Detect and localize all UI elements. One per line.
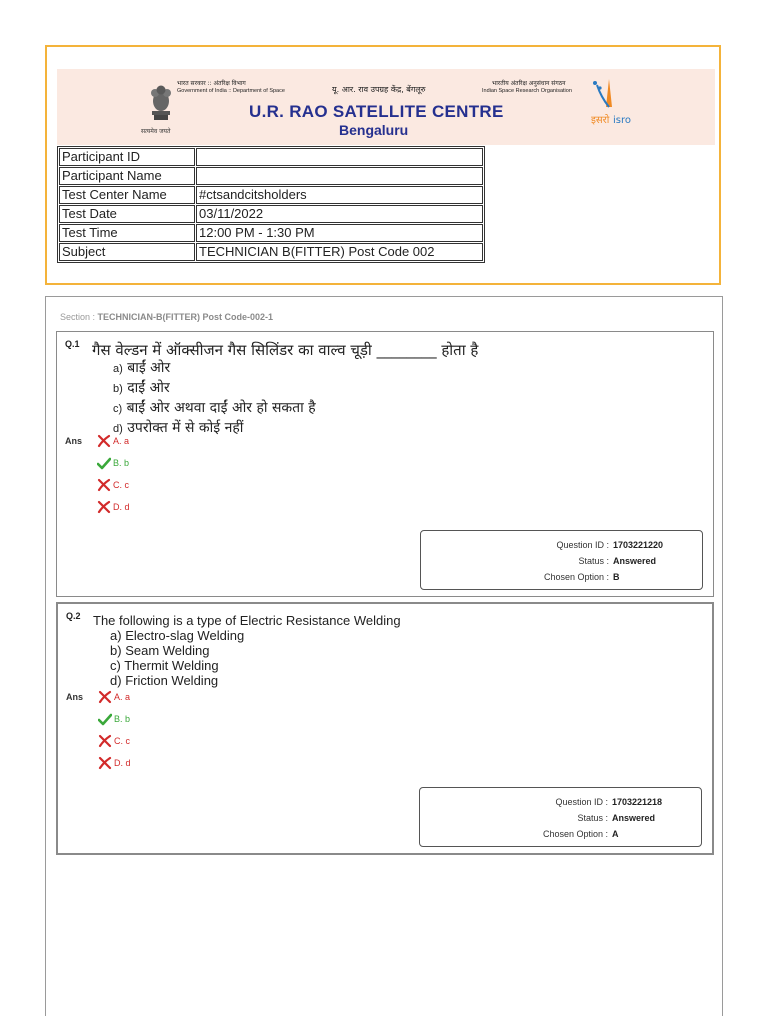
- answer-list: [97, 430, 130, 518]
- option-item: [110, 658, 244, 673]
- participant-row: [59, 167, 483, 185]
- chosen-option-value: B: [613, 572, 620, 582]
- question-info-box: [420, 530, 703, 590]
- participant-field-value: 03/11/2022: [196, 205, 483, 223]
- check-icon: [98, 712, 112, 726]
- participant-row: [59, 148, 483, 166]
- isro-logo-icon: [587, 77, 633, 127]
- option-letter: b): [113, 383, 123, 395]
- option-letter: c): [110, 658, 121, 673]
- question-text: The following is a type of Electric Resistance Welding: [93, 613, 401, 628]
- cross-icon: [97, 434, 111, 448]
- question-id-row: [420, 797, 663, 807]
- question-info-box: [419, 787, 702, 847]
- participant-field-label: Test Date: [59, 205, 195, 223]
- national-emblem-icon: [145, 81, 177, 123]
- answer-option-label: D. d: [114, 758, 131, 768]
- answer-option-label: C. c: [114, 736, 131, 746]
- cross-icon: [98, 756, 112, 770]
- answer-option-label: C. c: [113, 480, 130, 490]
- answer-option: [98, 686, 131, 708]
- cross-icon: [97, 478, 111, 492]
- centre-city: Bengaluru: [339, 122, 409, 138]
- participant-field-label: Subject: [59, 243, 195, 261]
- question-id-label: Question ID :: [555, 797, 608, 807]
- option-letter: d): [113, 423, 123, 435]
- answer-option: [97, 452, 130, 474]
- centre-hindi-text: यू. आर. राव उपग्रह केंद्र, बेंगलूरु: [332, 85, 426, 94]
- participant-field-value: 12:00 PM - 1:30 PM: [196, 224, 483, 242]
- answer-option-label: B. b: [114, 714, 131, 724]
- option-item: [113, 379, 316, 399]
- answer-option-label: D. d: [113, 502, 130, 512]
- participant-field-value: [196, 148, 483, 166]
- dept-hindi-text: भारत सरकार :: अंतरिक्ष विभाग: [177, 80, 246, 87]
- participant-row: [59, 243, 483, 261]
- option-letter: d): [110, 673, 122, 688]
- answer-option: [98, 730, 131, 752]
- answer-option-label: A. a: [113, 436, 130, 446]
- option-text: Thermit Welding: [124, 658, 219, 673]
- option-text: Seam Welding: [125, 643, 210, 658]
- option-text: दाईं ओर: [127, 380, 170, 396]
- check-icon: [97, 456, 111, 470]
- section-label: [60, 312, 273, 322]
- centre-title: U.R. RAO SATELLITE CENTRE: [249, 102, 504, 121]
- option-item: [113, 419, 316, 439]
- option-text: उपरोक्त में से कोई नहीं: [127, 420, 244, 436]
- section-prefix: Section :: [60, 312, 98, 322]
- participant-row: [59, 205, 483, 223]
- answer-option: [97, 496, 130, 518]
- chosen-option-label: Chosen Option :: [542, 829, 608, 839]
- question-number: Q.1: [65, 339, 80, 349]
- answer-option-label: A. a: [114, 692, 131, 702]
- answer-list: [98, 686, 131, 774]
- options-list: [113, 359, 316, 439]
- option-letter: c): [113, 403, 123, 415]
- participant-field-value: [196, 167, 483, 185]
- participant-field-label: Test Time: [59, 224, 195, 242]
- option-item: [113, 359, 316, 379]
- status-label: Status :: [578, 556, 609, 566]
- question-id-label: Question ID :: [556, 540, 609, 550]
- answer-option: [98, 752, 131, 774]
- chosen-option-row: [420, 829, 619, 839]
- participant-field-label: Participant ID: [59, 148, 195, 166]
- cross-icon: [98, 734, 112, 748]
- question-id-row: [421, 540, 664, 550]
- isro-hindi-wordmark: इसरो: [591, 115, 610, 126]
- isro-english-wordmark: isro: [613, 115, 631, 126]
- cross-icon: [97, 500, 111, 514]
- options-list: [110, 628, 244, 688]
- answer-option: [97, 430, 130, 452]
- section-name: TECHNICIAN-B(FITTER) Post Code-002-1: [97, 312, 274, 322]
- question-id-value: 1703221218: [612, 797, 663, 807]
- header-card: [45, 45, 721, 285]
- option-letter: a): [110, 628, 122, 643]
- option-letter: b): [110, 643, 122, 658]
- chosen-option-value: A: [612, 829, 619, 839]
- participant-row: [59, 186, 483, 204]
- isro-hindi-text: भारतीय अंतरिक्ष अनुसंधान संगठन: [492, 80, 566, 87]
- status-value: Answered: [613, 556, 657, 566]
- question-panel-1: [56, 331, 714, 597]
- option-text: Friction Welding: [125, 673, 219, 688]
- chosen-option-row: [421, 572, 620, 582]
- option-item: [113, 399, 316, 419]
- option-item: [110, 643, 244, 658]
- isro-english-text: Indian Space Research Organisation: [482, 88, 572, 94]
- answer-option: [97, 474, 130, 496]
- emblem-caption: सत्यमेव जयते: [141, 128, 171, 135]
- status-row: [420, 813, 656, 823]
- question-id-value: 1703221220: [613, 540, 664, 550]
- option-text: बाईं ओर अथवा दाईं ओर हो सकता है: [126, 400, 316, 416]
- response-sheet: [45, 296, 723, 1016]
- question-panel-2: [56, 602, 714, 855]
- participant-info-table: [57, 146, 485, 263]
- answer-option: [98, 708, 131, 730]
- answer-option-label: B. b: [113, 458, 130, 468]
- option-text: Electro-slag Welding: [125, 628, 245, 643]
- participant-field-label: Test Center Name: [59, 186, 195, 204]
- cross-icon: [98, 690, 112, 704]
- status-row: [421, 556, 657, 566]
- question-number: Q.2: [66, 611, 81, 621]
- participant-field-value: TECHNICIAN B(FITTER) Post Code 002: [196, 243, 483, 261]
- dept-english-text: Government of India :: Department of Space: [177, 88, 285, 94]
- option-letter: a): [113, 363, 123, 375]
- status-value: Answered: [612, 813, 656, 823]
- ursc-banner: [57, 69, 715, 145]
- chosen-option-label: Chosen Option :: [543, 572, 609, 582]
- participant-field-value: #ctsandcitsholders: [196, 186, 483, 204]
- option-item: [110, 628, 244, 643]
- participant-row: [59, 224, 483, 242]
- option-text: बाईं ओर: [127, 360, 171, 376]
- status-label: Status :: [577, 813, 608, 823]
- participant-field-label: Participant Name: [59, 167, 195, 185]
- question-text: गैस वेल्डन में ऑक्सीजन गैस सिलिंडर का वाल्व चूड़ी ________ होता है: [92, 341, 479, 359]
- answer-label: Ans: [65, 436, 83, 446]
- answer-label: Ans: [66, 692, 84, 702]
